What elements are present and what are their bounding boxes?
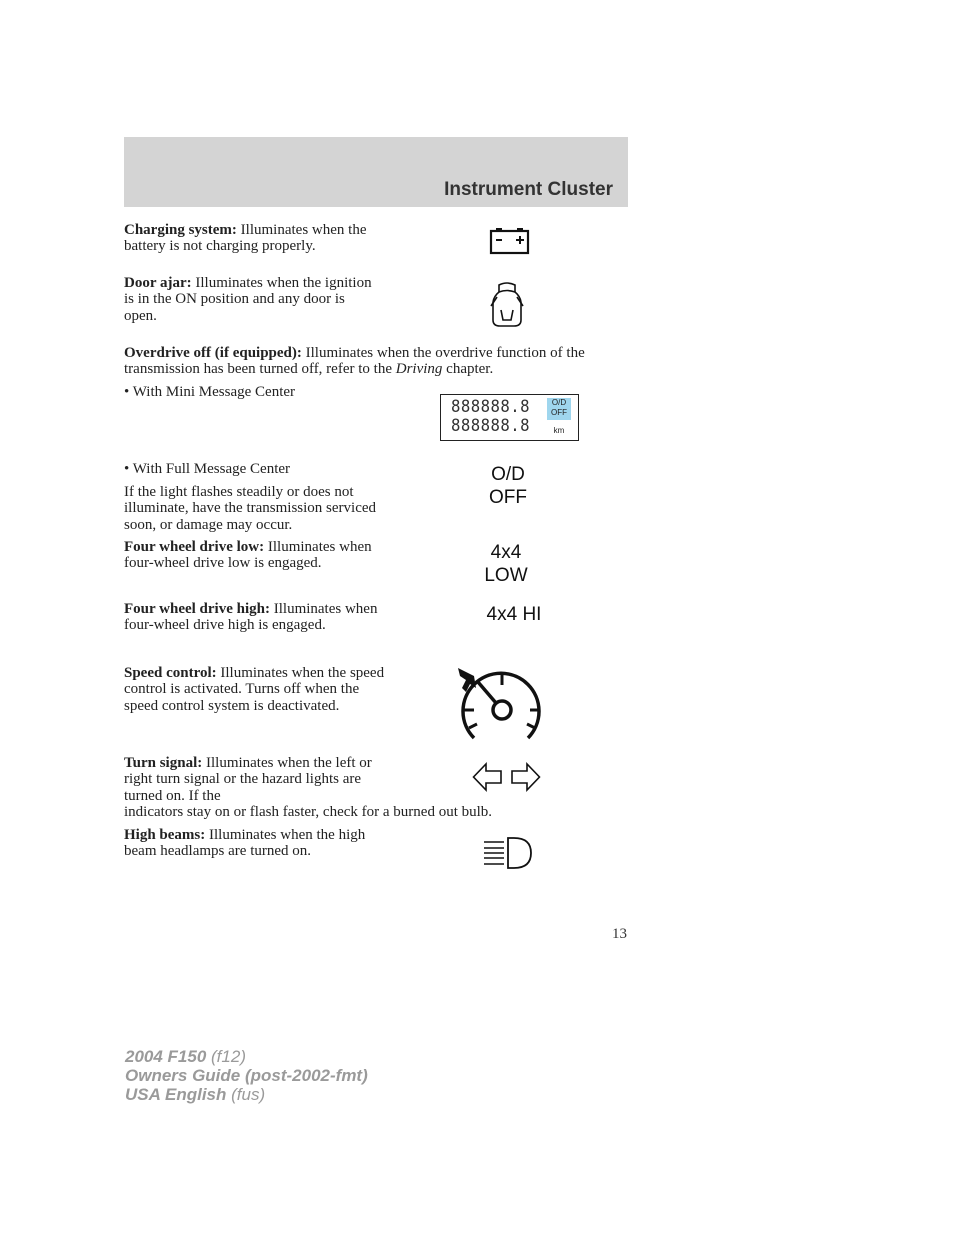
od-off-indicator-line-1: O/D <box>491 464 525 485</box>
bullet-full-message-center: • With Full Message Center <box>124 461 291 477</box>
od-off-indicator-line-2: OFF <box>489 487 527 508</box>
overdrive-text <box>124 345 624 378</box>
door-ajar-text <box>124 275 374 324</box>
speed-control-icon <box>456 666 546 744</box>
four-wheel-low-indicator-line-2: LOW <box>484 565 528 586</box>
overdrive-label: Overdrive off (if equipped): <box>124 345 302 361</box>
door-ajar-desc: Illuminates when the ignition is in the ON position and any door is open. <box>124 275 372 324</box>
footer-language: USA English <box>125 1085 227 1104</box>
turn-signal-desc-2: indicators stay on or flash faster, check for a burned out bulb. <box>124 804 493 820</box>
turn-signal-right-icon <box>510 762 541 792</box>
bullet-mini-message-center: • With Mini Message Center <box>124 384 296 400</box>
door-ajar-icon <box>488 280 526 330</box>
footer-language-code: (fus) <box>226 1085 266 1104</box>
footer-guide: Owners Guide (post-2002-fmt) <box>125 1066 368 1085</box>
overdrive-desc-1: Illuminates when the overdrive function of the transmission has been turned off, refer to the <box>124 345 585 378</box>
speed-control-desc: Illuminates when the speed control is activated. Turns off when the speed control system is deactivated. <box>124 665 385 714</box>
door-ajar-label: Door ajar: <box>124 275 192 291</box>
mini-message-center-display <box>440 394 579 441</box>
high-beams-label: High beams: <box>124 827 206 843</box>
turn-signal-left-icon <box>472 762 503 792</box>
turn-signal-label: Turn signal: <box>124 755 203 771</box>
page-title: Instrument Cluster <box>444 179 613 200</box>
high-beams-desc: Illuminates when the high beam headlamps are turned on. <box>124 827 366 860</box>
footer-line-1 <box>125 1047 368 1066</box>
overdrive-desc-italic: Driving <box>395 361 443 378</box>
four-wheel-low-indicator-line-1: 4x4 <box>490 542 522 563</box>
charging-system-text <box>124 222 394 255</box>
footer-line-3 <box>125 1085 368 1104</box>
footer <box>125 1047 368 1104</box>
charging-system-desc: Illuminates when the battery is not charging properly. <box>124 222 367 255</box>
four-wheel-high-desc: Illuminates when four-wheel drive high is engaged. <box>124 601 378 634</box>
high-beams-text <box>124 827 386 860</box>
four-wheel-high-label: Four wheel drive high: <box>124 601 270 617</box>
four-wheel-high-text <box>124 601 386 634</box>
four-wheel-low-label: Four wheel drive low: <box>124 539 265 555</box>
speed-control-label: Speed control: <box>124 665 217 681</box>
footer-model: 2004 F150 <box>125 1047 207 1066</box>
display-od-label: O/D <box>551 398 567 407</box>
charging-system-label: Charging system: <box>124 222 237 238</box>
footer-line-2 <box>125 1066 368 1085</box>
display-row-2: 888888.8 <box>451 416 531 436</box>
turn-signal-text <box>124 755 386 804</box>
four-wheel-low-text <box>124 539 386 572</box>
speed-control-text <box>124 665 386 714</box>
four-wheel-high-indicator: 4x4 HI <box>486 604 542 625</box>
page-number: 13 <box>612 926 627 942</box>
overdrive-note: If the light flashes steadily or does not illuminate, have the transmission serviced soon, or damage may occur. <box>124 484 377 533</box>
turn-signal-desc-1: Illuminates when the left or right turn signal or the hazard lights are turned on. If the <box>124 755 372 804</box>
display-unit-label: km <box>553 426 565 435</box>
footer-model-code: (f12) <box>206 1047 246 1066</box>
display-off-label: OFF <box>551 408 567 417</box>
four-wheel-low-indicator <box>466 541 546 587</box>
header-band <box>124 137 628 207</box>
high-beam-icon <box>482 836 534 870</box>
od-off-indicator <box>468 463 548 509</box>
display-row-1: 888888.8 <box>451 397 531 417</box>
battery-icon <box>488 226 532 256</box>
four-wheel-low-desc: Illuminates when four-wheel drive low is engaged. <box>124 539 372 572</box>
overdrive-desc-2: chapter. <box>442 361 494 378</box>
